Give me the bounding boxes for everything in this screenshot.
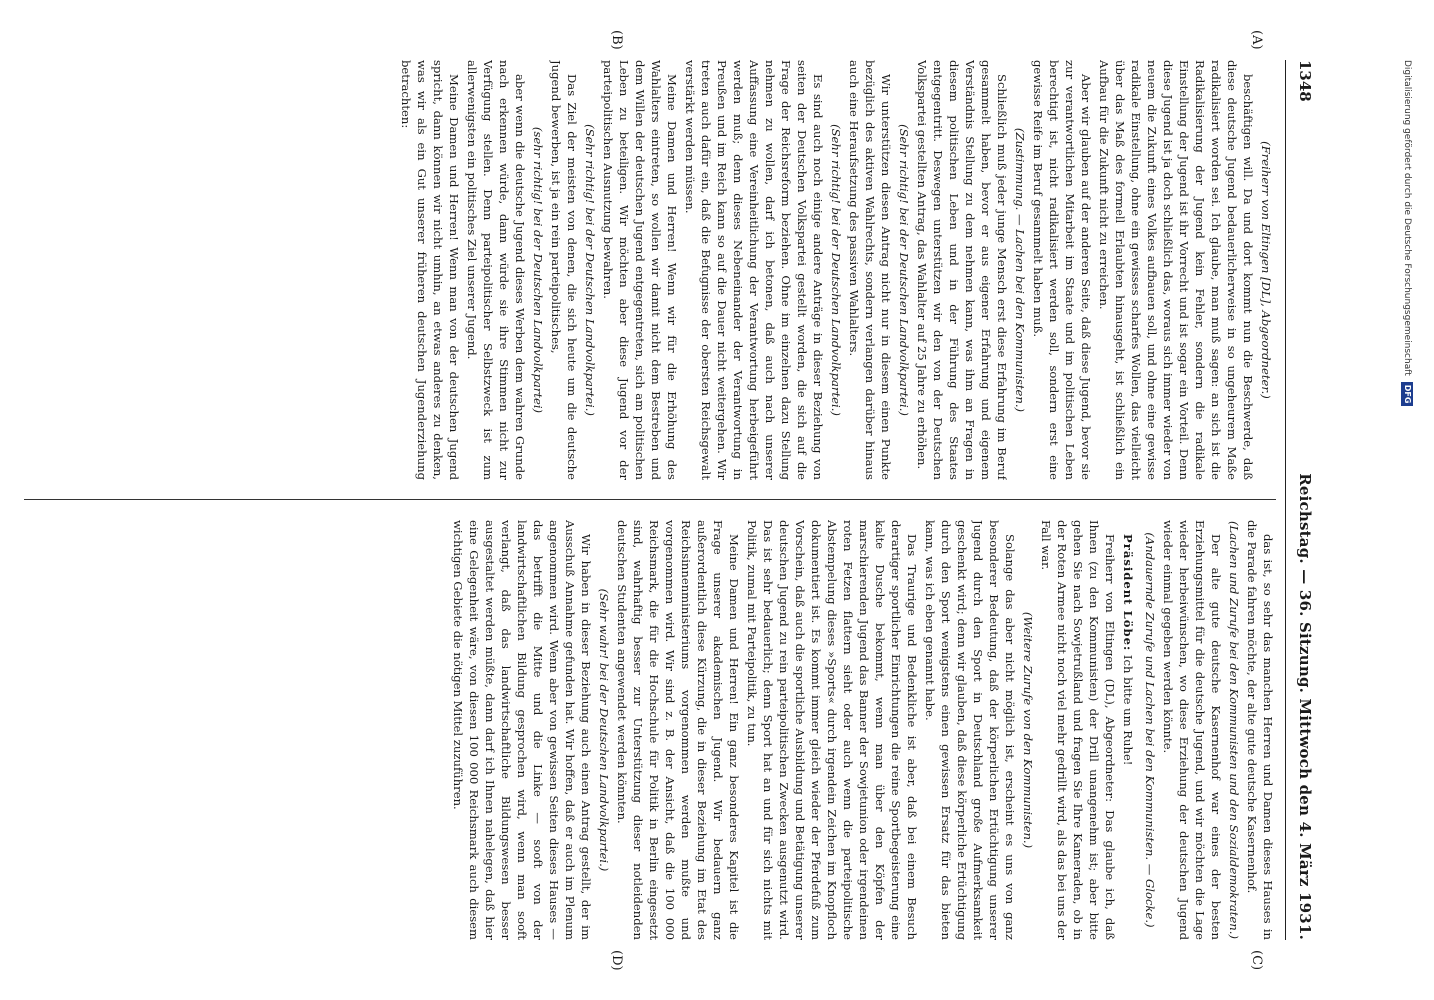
paragraph: Das Traurige und Bedenkliche ist aber, daß bei einem Besuch derartiger sportlicher Einrichtungen die reine Sportbegeisterung eine kalte Dusche bekommt, wenn man über den Köpfen der marschierenden Jugend das Banner der Sowjetunion oder irgendeinen roten Fetzen flattern sieht oder auch wenn die parteipolitische Abstempelung dieses »Sports« durch irgendein Zeichen im Knopfloch dokumentiert ist. Es kommt immer gleich wieder der Pferdefuß zum Vorschein, daß auch die sportliche Ausbildung und Betätigung unserer deutschen Jugend zu rein parteipolitischen Zwecken ausgenutzt wird. Das ist sehr bedauerlich; denn Sport hat an und für sich nichts mit Politik, zumal mit Parteipolitik, zu tun. [745,520,919,940]
interjection: (Sehr richtig! bei der Deutschen Landvolkpartei.) [897,124,911,416]
page-number: 1348 [1296,60,1314,102]
interjection: (Sehr richtig! bei der Deutschen Landvolkpartei.) [583,124,597,416]
page-header [1285,60,1314,940]
paragraph: Es sind auch noch einige andere Anträge in dieser Beziehung von seiten der Deutschen Volkspartei gestellt worden, die sich auf die Frage der Reichsreform beziehen. Ohne im einzelnen dazu Stellung nehmen zu wollen, darf ich betonen, daß auch nach unserer Auffassung eine Vereinheitlichung der Verantwortung herbeigeführt werden muß; denn dieses Nebeneinander der Verantwortung in Preußen und im Reich kann so auf die Dauer nicht weitergehen. Wir treten auch dafür ein, daß die Befugnisse der obersten Reichsgewalt verstärkt werden müssen. [683,60,825,480]
paragraph: beschäftigen will. Da und dort kommt nun die Beschwerde, daß diese deutsche Jugend bedauerlicherweise in so ungeheurem Maße radikalisiert worden sei. Ich glaube, man muß sagen: an sich ist die Radikalisierung der Jugend kein Fehler, sondern die radikale Einstellung der Jugend ist ihr Vorrecht und ist sogar ein Vorteil. Denn diese Jugend ist ja doch schließlich das, woraus sich immer wieder von neuem die Zukunft eines Volkes aufbauen soll, und ohne eine gewisse radikale Einstellung, ohne ein gewisses scharfes Wollen, das vielleicht über das Maß des formell Erlaubten hinausgeht, ist schließlich ein Aufbau für die Zukunft nicht zu erreichen. [1097,60,1255,480]
document-page [14,30,1314,971]
margin-marker-c: (C) [1249,950,1264,971]
paragraph: Freiherr von Eltingen (DL), Abgeordneter: Das glaube ich, daß Ihnen (zu den Kommunisten) der Drill unangenehm ist; aber bitte gehen Sie nach Sowjetrußland und fragen Sie Ihre Kameraden, ob in der Roten Armee nicht noch viel mehr gedrillt wird, als das bei uns der Fall war. [1039,520,1117,940]
paragraph: Das Ziel der meisten von denen, die sich heute um die deutsche Jugend bewerben, ist ja ein rein parteipolitisches, [549,60,579,480]
speaker-continuation: (Freiherr von Eltingen [DL], Abgeordneter.) [1259,141,1273,399]
paragraph: das ist, so sehr das manchen Herren und Damen dieses Hauses in die Parade fahren möchte, der alte gute deutsche Kasernenhof. [1245,520,1275,940]
paragraph: Meine Damen und Herren! Wenn wir für die Erhöhung des Wahlalters eintreten, so wollen wir damit nicht dem Bestreben und dem Willen der deutschen Jugend entgegentreten, sich am politischen Leben zu beteiligen. Wir möchten aber diese Jugend vor der parteipolitischen Ausnutzung bewahren. [601,60,679,480]
interjection: (Sehr richtig! bei der Deutschen Landvolkpartei.) [829,124,843,416]
page-title: Reichstag. — 36. Sitzung. Mittwoch den 4. März 1931. [1296,473,1314,940]
paragraph: Wir haben in dieser Beziehung auch einen Antrag gestellt, der im Ausschuß Annahme gefunden hat. Wir hoffen, daß er auch im Plenum angenommen wird. Wenn aber von gewissen Seiten dieses Hauses — das betrifft die Mitte und die Linke — sooft von der landwirtschaftlichen Bildung gesprochen wird, wenn man sooft verlangt, daß das landwirtschaftliche Bildungswesen besser ausgestaltet werden müßte, dann darf ich Ihnen nahelegen, daß hier eine Gelegenheit wäre, von diesen 100 000 Reichsmark auch diesem wichtigen Gebiete die nötigen Mittel zuzuführen. [451,520,593,940]
interjection: (Lachen und Zurufe bei den Kommunisten und den Sozialdemokraten.) [1227,521,1241,939]
interjection: (sehr richtig! bei der Deutschen Landvolkpartei) [531,126,545,414]
paragraph: Wir unterstützen diesen Antrag nicht nur in diesem einen Punkte bezüglich des aktiven Wahlrechts, sondern verlangen darüber hinaus auch eine Heraufsetzung des passiven Wahlalters. [847,60,893,480]
margin-marker-a: (A) [1249,30,1264,50]
right-column [24,520,1276,940]
paragraph: Aber wir glauben auf der anderen Seite, daß diese Jugend, bevor sie zur verantwortlichen Mitarbeit im Staate und im politischen Leben berechtigt ist, nicht radikalisiert werden soll, sondern erst eine gewisse Reife im Beruf gesammelt haben muß. [1031,60,1093,480]
interjection: (Sehr wahr! bei der Deutschen Landvolkpartei.) [597,588,611,872]
paragraph: Solange das aber nicht möglich ist, erscheint es uns von ganz besonderer Bedeutung, daß der körperlichen Ertüchtigung unserer Jugend durch den Sport in Deutschland große Aufmerksamkeit geschenkt wird; denn wir glauben, daß diese körperliche Ertüchtigung durch den Sport wenigstens einen gewissen Ersatz für das bieten kann, was ich eben genannt habe. [923,520,1017,940]
paragraph: aber wenn die deutsche Jugend dieses Werben dem wahren Grunde nach erkennen würde, dann würde sie ihre Stimmen nicht zur Verfügung stellen. Denn parteipolitischer Selbstzweck ist zum allerwenigsten ein politisches Ziel unserer Jugend. [465,60,527,480]
president-remark [1120,520,1136,940]
speaker-label: Präsident Löbe: [1121,534,1135,652]
remark-text: Ich bitte um Ruhe! [1121,651,1135,766]
dfg-logo: DFG [1401,382,1413,407]
margin-marker-d: (D) [609,950,624,971]
credit-text: Digitalisierung gefördert durch die Deutsche Forschungsgemeinschaft [1402,60,1412,376]
margin-marker-b: (B) [609,30,624,50]
interjection: (Zustimmung. — Lachen bei den Kommunisten.) [1013,127,1027,413]
paragraph: Schließlich muß jeder junge Mensch erst diese Erfahrung im Beruf gesammelt haben, bevor er aus eigener Erfahrung und eigenem Verständnis Stellung zu dem nehmen kann, was ihm an Fragen in diesem politischen Leben und in der Führung des Staates entgegentritt. Deswegen unterstützen wir den von der Deutschen Volkspartei gestellten Antrag, das Wahlalter auf 25 Jahre zu erhöhen. [915,60,1009,480]
interjection: (Andauernde Zurufe und Lachen bei den Kommunisten. — Glocke.) [1143,532,1157,928]
paragraph: Meine Damen und Herren! Ein ganz besonderes Kapitel ist die Frage unserer akademischen Jugend. Wir bedauern ganz außerordentlich diese Kürzung, die in dieser Beziehung im Etat des Reichsinnenministeriums vorgenommen werden mußte und vorgenommen wird. Wir sind z. B. der Ansicht, daß die 100 000 Reichsmark, die für die Hochschule für Politik in Berlin eingesetzt sind, wahrhaftig besser zur Unterstützung dieser notleidenden deutschen Studenten angewendet werden könnten. [615,520,741,940]
paragraph: Meine Damen und Herren! Wenn man von der deutschen Jugend spricht, dann können wir nicht umhin, an etwas anderes zu denken, was wir als ein Gut unserer früheren deutschen Jugenderziehung betrachten: [399,60,461,480]
left-column [24,60,1276,480]
interjection: (Weitere Zurufe von den Kommunisten.) [1021,611,1035,849]
column-divider [24,499,1276,500]
paragraph: Der alte gute deutsche Kasernenhof war eines der besten Erziehungsmittel für die deutsche Jugend, und wir möchten die Lage wieder herbeiwünschen, wo diese Erziehung der deutschen Jugend wieder einmal gegeben werden könnte. [1161,520,1223,940]
digitization-credit [1400,0,1414,1000]
